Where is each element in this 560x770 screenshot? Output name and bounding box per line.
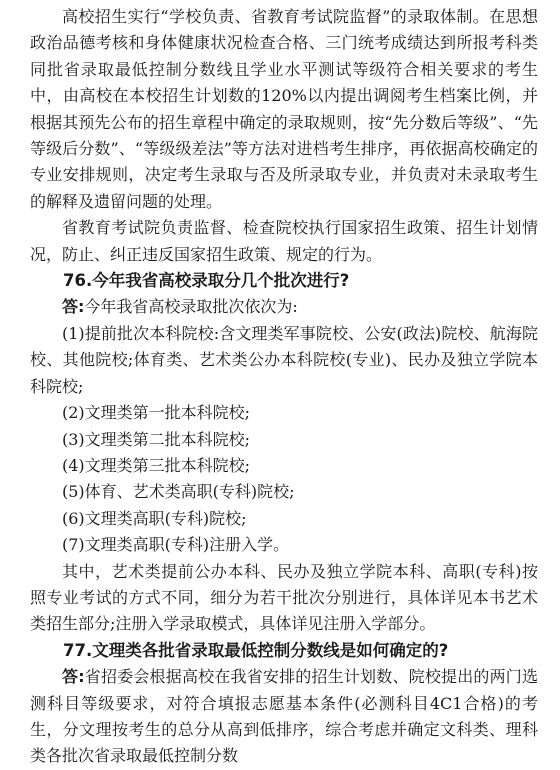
- batch-list-item: (1)提前批次本科院校:含文理类军事院校、公安(政法)院校、航海院校、其他院校;体育类、艺术类公办本科院校(专业)、民办及独立学院本科院校;: [30, 323, 538, 396]
- answer-76-intro-text: 今年我省高校录取批次依次为:: [84, 297, 298, 317]
- supervision-paragraph: 省教育考试院负责监督、检查院校执行国家招生政策、招生计划情况，防止、纠正违反国家招生政策、规定的行为。: [30, 218, 538, 264]
- answer-77-text: [30, 664, 538, 770]
- batch-list-item: (3)文理类第二批本科院校;: [62, 429, 251, 449]
- intro-paragraph: 高校招生实行“学校负责、省教育考试院监督”的录取体制。在思想政治品德考核和身体健康状况检查合格、三门统考成绩达到所报考科类同批省录取最低控制分数线且学业水平测试等级符合相关要求的考生中，由高校在本校招生计划数的120%以内提出调阅考生档案比例，并根据其预先公布的招生章程中确定的录取规则，按“先分数后等级”、“先等级后分数”、“等级级差法”等方法对进档考生排序，再依据高校确定的专业安排规则，决定考生录取与否及所录取专业，并负责对未录取考生的解释及遗留问题的处理。: [30, 7, 538, 211]
- batch-list-item: (5)体育、艺术类高职(专科)院校;: [62, 482, 295, 502]
- answer-76-intro: [30, 294, 538, 320]
- answer-label: 答:: [62, 667, 85, 687]
- batch-list-item: (2)文理类第一批本科院校;: [62, 403, 251, 423]
- batch-list-item: (6)文理类高职(专科)院校;: [62, 508, 247, 528]
- batch-list-item: (4)文理类第三批本科院校;: [62, 455, 251, 475]
- answer-77-body: 省招委会根据高校在我省安排的招生计划数、院校提出的两门选测科目等级要求，对符合填报志愿基本条件(必测科目4C1合格)的考生，分文理按考生的总分从高到低排序，综合考虑并确定文科类、理科类各批次省录取最低控制分数: [30, 667, 538, 766]
- answer-76-note: 其中，艺术类提前公办本科、民办及独立学院本科、高职(专科)按照专业考试的方式不同，细分为若干批次分别进行，具体详见本书艺术类招生部分;注册入学录取模式，具体详见注册入学部分。: [30, 561, 538, 634]
- question-76-heading: 76.今年我省高校录取分几个批次进行?: [63, 271, 350, 291]
- question-77-heading: 77.文理类各批省录取最低控制分数线是如何确定的?: [63, 640, 449, 660]
- answer-label: 答:: [62, 297, 85, 317]
- batch-list-item: (7)文理类高职(专科)注册入学。: [62, 535, 290, 555]
